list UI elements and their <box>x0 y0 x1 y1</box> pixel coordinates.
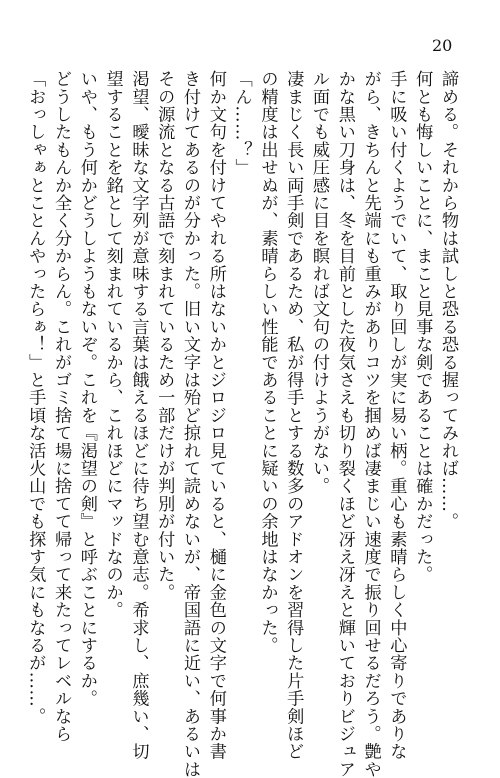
text-line: いや、もう何かどうしようもないぞ。これを『渇望の剣』と呼ぶことにするか。 <box>76 70 97 708</box>
text-line: ル面でも威圧感に目を瞑れば文句の付けようがない。 <box>309 70 330 495</box>
page-number: 20 <box>432 36 453 55</box>
text-line: 諦める。それから物は試しと恐る恐る握ってみれば……。 <box>438 70 458 531</box>
text-line: の精度は出せぬが、素晴らしい性能であることに疑いの余地はなかった。 <box>257 70 278 655</box>
text-line: き付けてあるのが分かった。旧い文字は殆ど掠れて読めないが、帝国語に近い、あるいは <box>180 70 201 778</box>
text-line: 何とも悔しいことに、まこと見事な剣であることは確かだった。 <box>412 70 433 584</box>
text-line: どうしたもんか全く分からん。これがゴミ捨て場に捨てて帰って来たってレベルなら <box>51 70 72 743</box>
text-line: 凄まじく長い両手剣であるため、私が得手とする数多のアドオンを習得した片手剣ほど <box>283 70 304 761</box>
text-line: かな黒い刀身は、冬を目前とした夜気さえも切り裂くほど冴え冴えと輝いておりビジュア <box>334 70 355 778</box>
text-line: 望することを銘として刻まれているから、これほどにマッドなのか。 <box>102 70 123 619</box>
text-line: 手に吸い付くようでいて、取り回しが実に易い柄。重心も素晴らしく中心寄りでありな <box>386 70 407 761</box>
text-line: 渇望、曖昧な文字列が意味する言葉は餓えるほどに待ち望む意志。希求し、庶幾い、切 <box>128 70 149 761</box>
text-line: 何か文句を付けてやれる所はないかとジロジロ見ていると、樋に金色の文字で何事か書 <box>205 70 226 761</box>
text-line: 「おっしゃぁとことんやったらぁ！」と手頃な活火山でも探す気にもなるが……。 <box>25 70 46 725</box>
page-body <box>25 70 460 778</box>
text-line: その源流となる古語で刻まれているため一部だけが判別が付いた。 <box>154 70 175 601</box>
text-line: がら、きちんと先端にも重みがありコツを掴めば凄まじい速度で振り回せるだろう。艶や <box>360 70 381 778</box>
text-line: 「ん……？」 <box>231 70 252 177</box>
